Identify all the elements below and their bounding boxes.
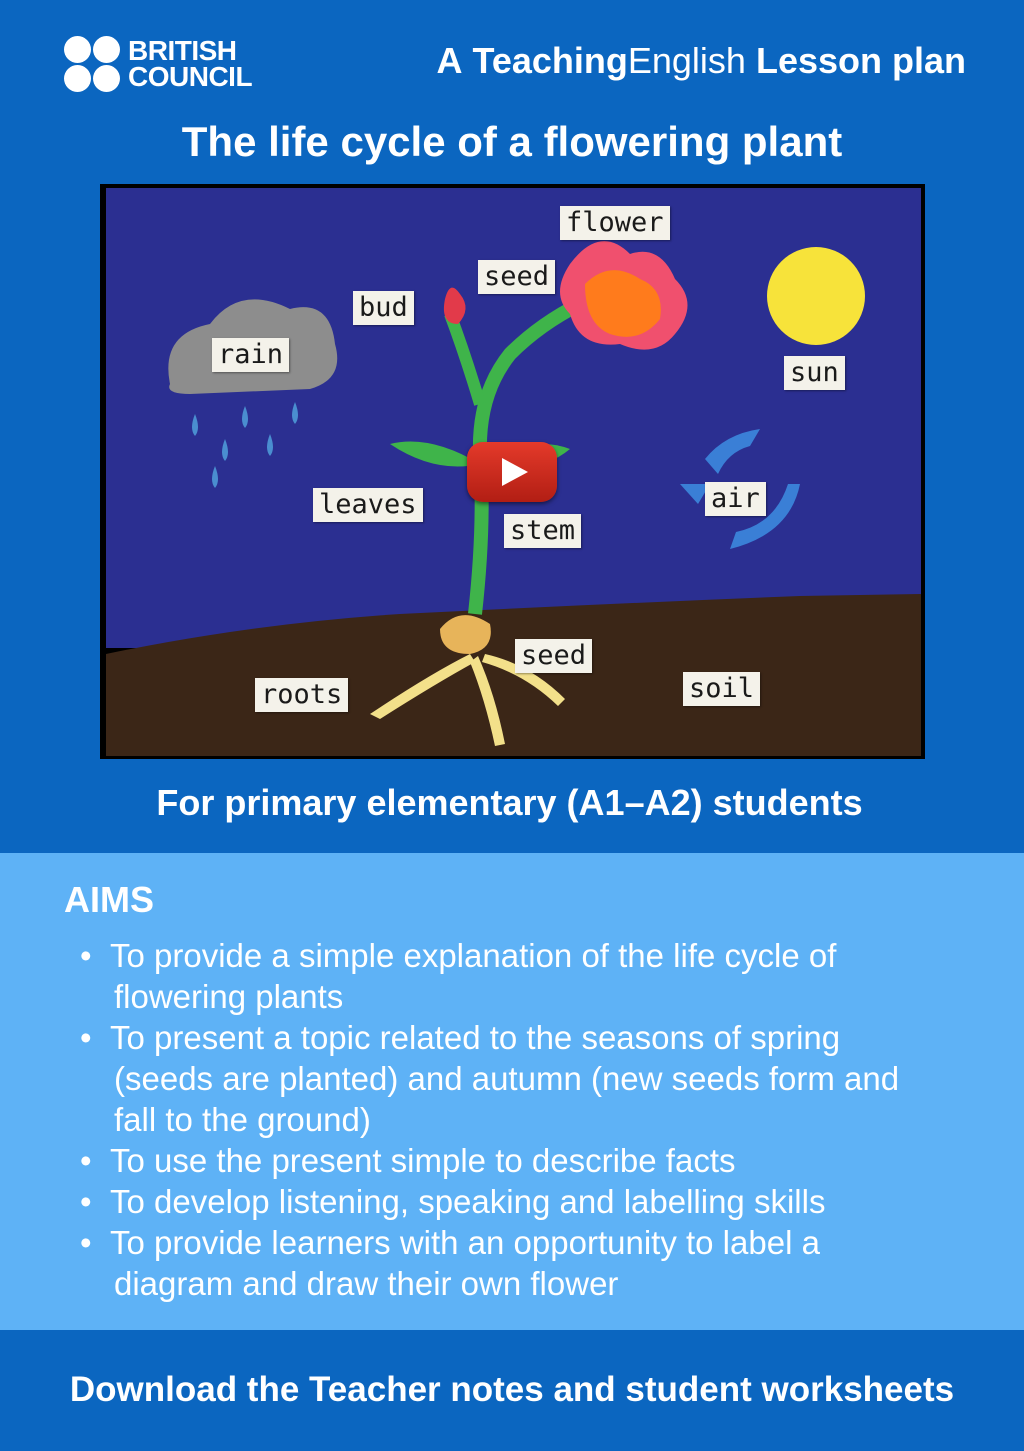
aim-item — [80, 1140, 930, 1181]
british-council-logo[interactable] — [64, 36, 252, 92]
logo-wordmark — [128, 35, 253, 92]
aims-list — [80, 935, 930, 1304]
aim-item — [80, 935, 930, 1017]
bullet-icon: • — [80, 1224, 92, 1261]
aim-item — [80, 1017, 930, 1140]
video-thumbnail[interactable] — [100, 184, 925, 759]
label-sun: sun — [784, 356, 845, 390]
logo-dots-icon — [64, 36, 122, 92]
label-seed-bottom: seed — [515, 639, 592, 673]
aim-text: To develop listening, speaking and labelling skills — [110, 1183, 826, 1220]
aim-text: To provide learners with an opportunity to label a diagram and draw their own flower — [110, 1224, 820, 1302]
aim-item — [80, 1222, 930, 1304]
label-soil: soil — [683, 672, 760, 706]
tagline — [436, 40, 966, 82]
aim-text: To provide a simple explanation of the life cycle of flowering plants — [110, 937, 837, 1015]
aim-item — [80, 1181, 930, 1222]
label-rain: rain — [212, 338, 289, 372]
bullet-icon: • — [80, 937, 92, 974]
bullet-icon: • — [80, 1142, 92, 1179]
tagline-teaching: Teaching — [472, 40, 628, 81]
audience-level: For primary elementary (A1–A2) students — [156, 782, 863, 823]
aims-heading: AIMS — [64, 879, 154, 920]
label-flower: flower — [560, 206, 670, 240]
logo-line-1: BRITISH — [128, 35, 237, 66]
bullet-icon: • — [80, 1019, 92, 1056]
label-leaves: leaves — [313, 488, 423, 522]
label-air: air — [705, 482, 766, 516]
download-link[interactable]: Download the Teacher notes and student worksheets — [69, 1370, 955, 1409]
label-bud: bud — [353, 291, 414, 325]
play-icon[interactable] — [467, 442, 557, 502]
label-roots: roots — [255, 678, 348, 712]
page-title: The life cycle of a flowering plant — [181, 118, 843, 165]
sun-shape — [767, 247, 865, 345]
bullet-icon: • — [80, 1183, 92, 1220]
aim-text: To present a topic related to the seasons of spring (seeds are planted) and autumn (new seeds form and fall to the ground) — [110, 1019, 900, 1138]
tagline-english: English — [627, 40, 746, 81]
footer-section — [0, 1330, 1024, 1451]
tagline-lesson: Lesson plan — [755, 40, 966, 81]
aim-text: To use the present simple to describe facts — [110, 1142, 736, 1179]
tagline-a: A — [436, 40, 463, 81]
aims-panel — [0, 853, 1024, 1330]
label-seed-top: seed — [478, 260, 555, 294]
logo-line-2: COUNCIL — [128, 61, 253, 92]
label-stem: stem — [504, 514, 581, 548]
